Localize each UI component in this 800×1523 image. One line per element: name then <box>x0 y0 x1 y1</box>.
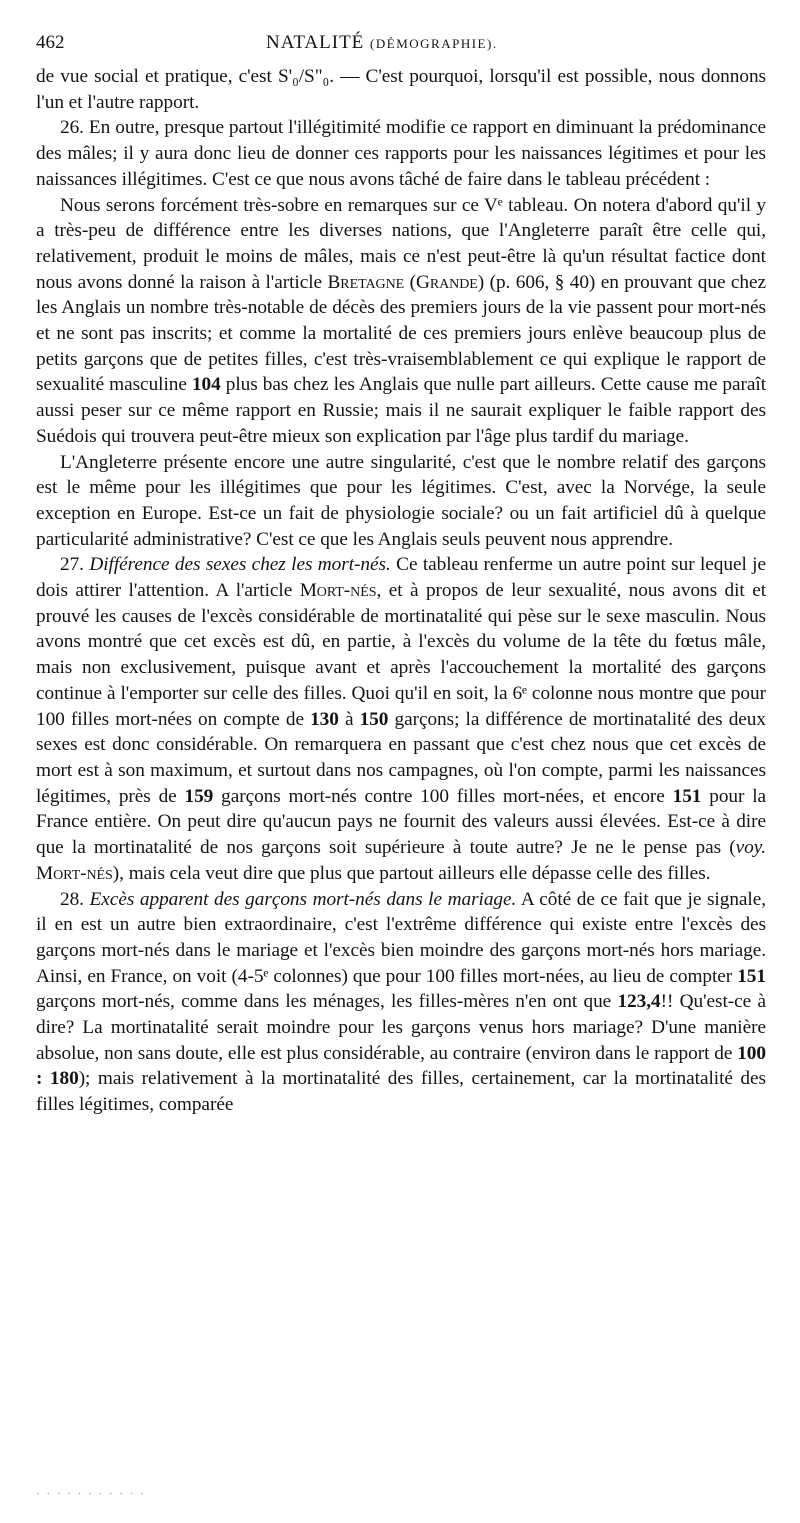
bold-number: 151 <box>737 965 766 987</box>
bold-number: 150 <box>359 708 389 730</box>
running-title-main: NATALITÉ <box>266 32 365 53</box>
footer-printers-mark: · · · · · · · · · · · <box>36 1488 146 1500</box>
text-run: pour la France entière. On peut dire qu'aucun pays ne fournit des valeurs aussi élevées. Est-ce à dire que la mortinatalité de nos garçons soit supérieure à toute autre? Je ne le pense pas ( <box>36 785 767 859</box>
text-run: L'Angleterre présente encore une autre singularité, c'est que le nombre relatif des garçons est le même pour les illégitimes que pour les légitimes. C'est, avec la Norvége, la seule exception en Europe. Est-ce un fait de physiologie sociale? ou un fait artificiel dû à quelque particularité administrative? C'est ce que les Anglais seuls peuvent nous apprendre. <box>36 451 766 550</box>
bold-number: 130 <box>310 708 339 730</box>
text-run: , et à propos de leur sexualité, nous avons dit et prouvé les causes de l'excès considérable de mortinatalité qui pèse sur le sexe masculin. Nous avons montré que cet excès est dû, en partie, à l'excès du volume de la tête du fœtus mâle, mais non exclusivement, puisque avant et après l'accouchement la mortalité des garçons continue à l'emporter sur celle des filles. Quoi qu'il en soit, la 6ᵉ colonne nous montre que pour 100 filles mort-nées on compte de <box>36 580 767 730</box>
paragraph <box>36 193 766 450</box>
italic-text: Différence des sexes chez les mort-nés. <box>89 554 391 576</box>
text-run: à <box>338 708 360 730</box>
italic-text: voy. <box>735 837 766 859</box>
italic-text: Excès apparent des garçons mort-nés dans le mariage. <box>89 888 517 910</box>
text-run: garçons mort-nés contre 100 filles mort-nées, et encore <box>213 785 673 807</box>
cross-reference: Mort-nés <box>299 580 377 602</box>
text-run: 26. En outre, presque partout l'illégitimité modifie ce rapport en diminuant la prédominance des mâles; il y aura donc lieu de donner ces rapports pour les naissances légitimes et pour les naissances illégitimes. C'est ce que nous avons tâché de faire dans le tableau précédent : <box>36 117 766 190</box>
page-number: 462 <box>36 32 65 53</box>
cross-reference: Mort-nés <box>36 862 113 884</box>
bold-number: 151 <box>672 785 702 807</box>
running-title-sub: (DÉMOGRAPHIE). <box>370 36 498 51</box>
text-run: garçons mort-nés, comme dans les ménages, les filles-mères n'en ont que <box>36 991 618 1013</box>
body-text <box>36 64 766 1118</box>
paragraph <box>36 552 766 886</box>
bold-number: 104 <box>191 374 221 396</box>
cross-reference: Bretagne (Grande) <box>327 271 485 293</box>
text-run: 27. <box>60 554 90 576</box>
paragraph <box>36 450 766 553</box>
running-header <box>36 32 766 58</box>
running-title <box>266 32 498 54</box>
bold-number: 159 <box>184 785 214 807</box>
text-run: plus bas chez les Anglais que nulle part ailleurs. Cette cause me paraît aussi peser sur ce même rapport en Russie; mais il ne saurait expliquer le faible rapport des Suédois qui trouvera peut-être mieux son explication par l'âge plus tardif du mariage. <box>36 374 766 447</box>
text-run: ), mais cela veut dire que plus que partout ailleurs elle dépasse celle des filles. <box>112 862 711 884</box>
text-run: de vue social et pratique, c'est S'₀/S"₀. — C'est pourquoi, lorsqu'il est possible, nous donnons l'un et l'autre rapport. <box>36 66 766 113</box>
paragraph <box>36 115 766 192</box>
paragraph <box>36 64 766 115</box>
text-run: (p. 606, § 40) en prouvant que chez les Anglais un nombre très-notable de décès des premiers jours de la vie passent pour mort-nés et ne sont pas inscrits; et comme la mortalité de ces premiers jours enlève beaucoup plus de petits garçons que de petites filles, c'est très-vraisemblablement ce qui explique le rapport de sexualité masculine <box>36 271 767 396</box>
text-run: A côté de ce fait que je signale, il en est un autre bien extraordinaire, c'est l'extrême différence qui existe entre l'excès des garçons mort-nés dans le mariage et l'excès bien moindre des garçons mort-nés hors mariage. Ainsi, en France, on voit (4-5ᵉ colonnes) que pour 100 filles mort-nées, au lieu de compter <box>36 888 767 987</box>
paragraph <box>36 887 766 1118</box>
text-run: Nous serons forcément très-sobre en remarques sur ce Vᵉ tableau. On notera d'abord qu'il y a très-peu de différence entre les diverses nations, que l'Angleterre paraît être celle qui, relativement, produit le moins de mâles, mais ce n'est peut-être là qu'un résultat factice dont nous avons donné la raison à l'article <box>36 194 766 293</box>
bold-number: 100 : 180 <box>36 1042 766 1090</box>
text-run: garçons; la différence de mortinatalité des deux sexes est donc considérable. On remarquera en passant que c'est chez nous que cet excès de mort est à son maximum, et surtout dans nos campagnes, où l'on compte, parmi les naissances légitimes, près de <box>36 708 766 807</box>
text-run: !! Qu'est-ce à dire? La mortinatalité serait moindre pour les garçons venus hors mariage? D'une manière absolue, non sans doute, elle est plus considérable, au contraire (environ dans le rapport de <box>36 991 766 1064</box>
text-run: 28. <box>60 888 90 910</box>
text-run: ); mais relativement à la mortinatalité des filles, certainement, car la mortinatalité des filles légitimes, comparée <box>36 1068 766 1116</box>
bold-number: 123,4 <box>617 991 661 1013</box>
text-run: Ce tableau renferme un autre point sur lequel je dois attirer l'attention. A l'article <box>36 554 766 602</box>
